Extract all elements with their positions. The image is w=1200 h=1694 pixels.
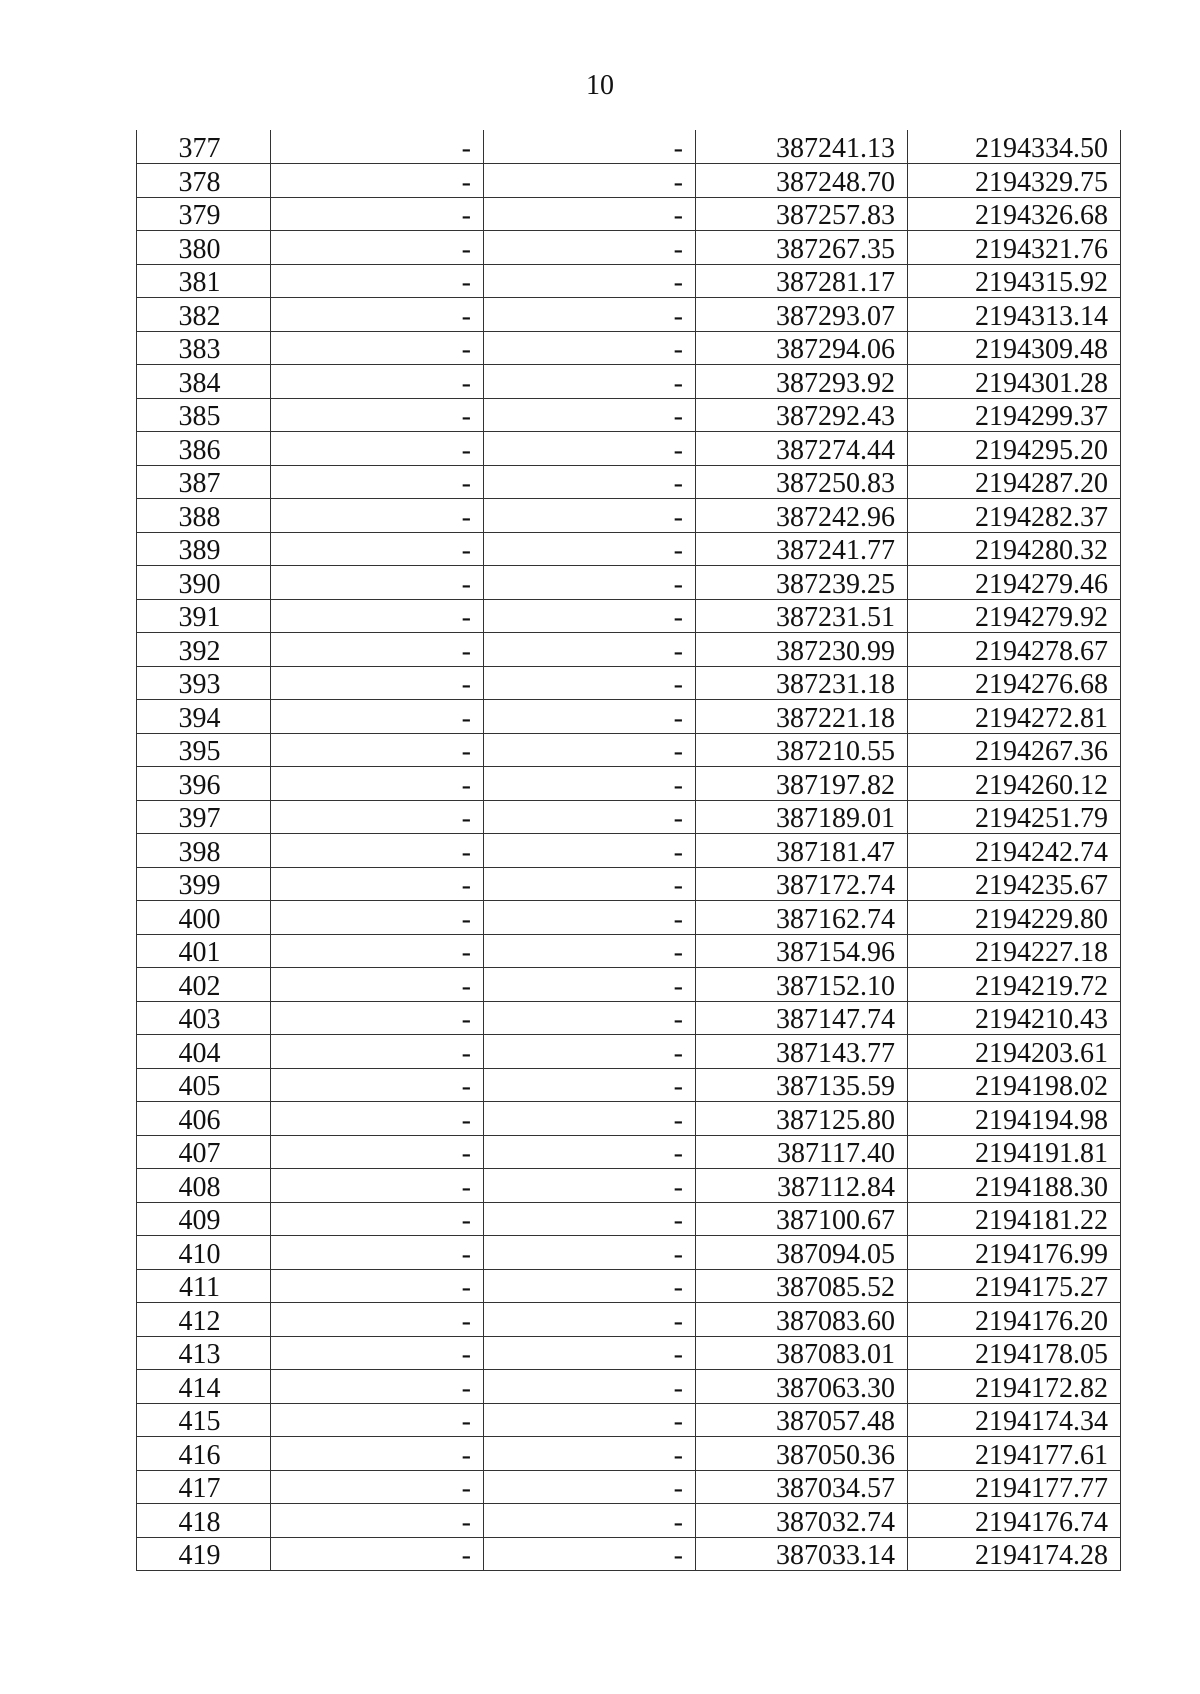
empty-value-cell: -	[484, 1370, 696, 1404]
table-row	[137, 1001, 1121, 1035]
x-coordinate-cell: 387257.83	[696, 197, 908, 231]
point-number-cell: 387	[137, 465, 271, 499]
empty-value-cell: -	[271, 499, 484, 533]
point-number-cell: 411	[137, 1269, 271, 1303]
empty-value-cell: -	[484, 1504, 696, 1538]
point-number-cell: 381	[137, 264, 271, 298]
table-row	[137, 800, 1121, 834]
empty-value-cell: -	[484, 1403, 696, 1437]
empty-value-cell: -	[271, 465, 484, 499]
y-coordinate-cell: 2194191.81	[908, 1135, 1121, 1169]
table-row	[137, 1068, 1121, 1102]
table-row	[137, 465, 1121, 499]
empty-value-cell: -	[271, 934, 484, 968]
x-coordinate-cell: 387250.83	[696, 465, 908, 499]
table-row	[137, 532, 1121, 566]
y-coordinate-cell: 2194176.74	[908, 1504, 1121, 1538]
table-row	[137, 901, 1121, 935]
table-row	[137, 298, 1121, 332]
x-coordinate-cell: 387083.60	[696, 1303, 908, 1337]
empty-value-cell: -	[271, 1001, 484, 1035]
x-coordinate-cell: 387197.82	[696, 767, 908, 801]
empty-value-cell: -	[271, 264, 484, 298]
table-row	[137, 164, 1121, 198]
point-number-cell: 415	[137, 1403, 271, 1437]
y-coordinate-cell: 2194280.32	[908, 532, 1121, 566]
x-coordinate-cell: 387083.01	[696, 1336, 908, 1370]
empty-value-cell: -	[271, 800, 484, 834]
empty-value-cell: -	[271, 1236, 484, 1270]
empty-value-cell: -	[484, 1470, 696, 1504]
x-coordinate-cell: 387181.47	[696, 834, 908, 868]
point-number-cell: 414	[137, 1370, 271, 1404]
x-coordinate-cell: 387162.74	[696, 901, 908, 935]
x-coordinate-cell: 387293.07	[696, 298, 908, 332]
y-coordinate-cell: 2194242.74	[908, 834, 1121, 868]
empty-value-cell: -	[484, 1236, 696, 1270]
table-row	[137, 733, 1121, 767]
empty-value-cell: -	[484, 1102, 696, 1136]
point-number-cell: 383	[137, 331, 271, 365]
empty-value-cell: -	[484, 901, 696, 935]
point-number-cell: 390	[137, 566, 271, 600]
x-coordinate-cell: 387050.36	[696, 1437, 908, 1471]
empty-value-cell: -	[484, 398, 696, 432]
point-number-cell: 388	[137, 499, 271, 533]
x-coordinate-cell: 387085.52	[696, 1269, 908, 1303]
y-coordinate-cell: 2194229.80	[908, 901, 1121, 935]
empty-value-cell: -	[484, 633, 696, 667]
table-row	[137, 599, 1121, 633]
empty-value-cell: -	[271, 197, 484, 231]
table-row	[137, 1303, 1121, 1337]
table-row	[137, 1470, 1121, 1504]
empty-value-cell: -	[484, 1068, 696, 1102]
x-coordinate-cell: 387100.67	[696, 1202, 908, 1236]
x-coordinate-cell: 387117.40	[696, 1135, 908, 1169]
empty-value-cell: -	[271, 331, 484, 365]
point-number-cell: 386	[137, 432, 271, 466]
y-coordinate-cell: 2194198.02	[908, 1068, 1121, 1102]
empty-value-cell: -	[271, 1470, 484, 1504]
x-coordinate-cell: 387221.18	[696, 700, 908, 734]
empty-value-cell: -	[484, 264, 696, 298]
point-number-cell: 403	[137, 1001, 271, 1035]
empty-value-cell: -	[271, 834, 484, 868]
point-number-cell: 412	[137, 1303, 271, 1337]
empty-value-cell: -	[484, 231, 696, 265]
empty-value-cell: -	[484, 733, 696, 767]
y-coordinate-cell: 2194287.20	[908, 465, 1121, 499]
point-number-cell: 396	[137, 767, 271, 801]
empty-value-cell: -	[271, 901, 484, 935]
empty-value-cell: -	[271, 130, 484, 164]
y-coordinate-cell: 2194276.68	[908, 666, 1121, 700]
y-coordinate-cell: 2194321.76	[908, 231, 1121, 265]
empty-value-cell: -	[484, 1169, 696, 1203]
empty-value-cell: -	[271, 733, 484, 767]
point-number-cell: 416	[137, 1437, 271, 1471]
y-coordinate-cell: 2194235.67	[908, 867, 1121, 901]
y-coordinate-cell: 2194219.72	[908, 968, 1121, 1002]
table-row	[137, 934, 1121, 968]
y-coordinate-cell: 2194260.12	[908, 767, 1121, 801]
x-coordinate-cell: 387034.57	[696, 1470, 908, 1504]
empty-value-cell: -	[484, 1202, 696, 1236]
y-coordinate-cell: 2194188.30	[908, 1169, 1121, 1203]
empty-value-cell: -	[484, 700, 696, 734]
point-number-cell: 384	[137, 365, 271, 399]
x-coordinate-cell: 387242.96	[696, 499, 908, 533]
y-coordinate-cell: 2194334.50	[908, 130, 1121, 164]
table-row	[137, 767, 1121, 801]
empty-value-cell: -	[484, 1135, 696, 1169]
point-number-cell: 377	[137, 130, 271, 164]
point-number-cell: 417	[137, 1470, 271, 1504]
y-coordinate-cell: 2194295.20	[908, 432, 1121, 466]
point-number-cell: 406	[137, 1102, 271, 1136]
y-coordinate-cell: 2194282.37	[908, 499, 1121, 533]
point-number-cell: 410	[137, 1236, 271, 1270]
empty-value-cell: -	[271, 298, 484, 332]
y-coordinate-cell: 2194315.92	[908, 264, 1121, 298]
y-coordinate-cell: 2194227.18	[908, 934, 1121, 968]
y-coordinate-cell: 2194176.99	[908, 1236, 1121, 1270]
y-coordinate-cell: 2194176.20	[908, 1303, 1121, 1337]
coordinates-table-body	[137, 130, 1121, 1571]
y-coordinate-cell: 2194329.75	[908, 164, 1121, 198]
empty-value-cell: -	[271, 633, 484, 667]
point-number-cell: 401	[137, 934, 271, 968]
point-number-cell: 409	[137, 1202, 271, 1236]
table-row	[137, 432, 1121, 466]
x-coordinate-cell: 387230.99	[696, 633, 908, 667]
y-coordinate-cell: 2194279.46	[908, 566, 1121, 600]
table-row	[137, 1537, 1121, 1571]
empty-value-cell: -	[271, 968, 484, 1002]
empty-value-cell: -	[484, 834, 696, 868]
empty-value-cell: -	[271, 1504, 484, 1538]
table-row	[137, 365, 1121, 399]
y-coordinate-cell: 2194181.22	[908, 1202, 1121, 1236]
y-coordinate-cell: 2194194.98	[908, 1102, 1121, 1136]
x-coordinate-cell: 387248.70	[696, 164, 908, 198]
empty-value-cell: -	[271, 1169, 484, 1203]
y-coordinate-cell: 2194326.68	[908, 197, 1121, 231]
point-number-cell: 405	[137, 1068, 271, 1102]
empty-value-cell: -	[484, 934, 696, 968]
table-row	[137, 633, 1121, 667]
empty-value-cell: -	[484, 432, 696, 466]
x-coordinate-cell: 387033.14	[696, 1537, 908, 1571]
empty-value-cell: -	[271, 1537, 484, 1571]
table-row	[137, 968, 1121, 1002]
table-row	[137, 1035, 1121, 1069]
empty-value-cell: -	[271, 1068, 484, 1102]
table-row	[137, 1269, 1121, 1303]
y-coordinate-cell: 2194299.37	[908, 398, 1121, 432]
x-coordinate-cell: 387063.30	[696, 1370, 908, 1404]
table-row	[137, 867, 1121, 901]
point-number-cell: 418	[137, 1504, 271, 1538]
empty-value-cell: -	[484, 968, 696, 1002]
empty-value-cell: -	[271, 1135, 484, 1169]
empty-value-cell: -	[271, 1035, 484, 1069]
table-row	[137, 834, 1121, 868]
x-coordinate-cell: 387231.18	[696, 666, 908, 700]
y-coordinate-cell: 2194278.67	[908, 633, 1121, 667]
x-coordinate-cell: 387292.43	[696, 398, 908, 432]
empty-value-cell: -	[484, 666, 696, 700]
x-coordinate-cell: 387189.01	[696, 800, 908, 834]
table-row	[137, 1236, 1121, 1270]
table-row	[137, 566, 1121, 600]
empty-value-cell: -	[271, 1336, 484, 1370]
coordinates-table	[136, 130, 1121, 1571]
empty-value-cell: -	[484, 298, 696, 332]
table-row	[137, 666, 1121, 700]
empty-value-cell: -	[484, 599, 696, 633]
y-coordinate-cell: 2194272.81	[908, 700, 1121, 734]
point-number-cell: 413	[137, 1336, 271, 1370]
table-row	[137, 130, 1121, 164]
point-number-cell: 400	[137, 901, 271, 935]
y-coordinate-cell: 2194177.77	[908, 1470, 1121, 1504]
y-coordinate-cell: 2194267.36	[908, 733, 1121, 767]
point-number-cell: 382	[137, 298, 271, 332]
empty-value-cell: -	[484, 1437, 696, 1471]
empty-value-cell: -	[484, 1269, 696, 1303]
table-row	[137, 1202, 1121, 1236]
x-coordinate-cell: 387241.77	[696, 532, 908, 566]
x-coordinate-cell: 387241.13	[696, 130, 908, 164]
table-row	[137, 700, 1121, 734]
x-coordinate-cell: 387057.48	[696, 1403, 908, 1437]
x-coordinate-cell: 387294.06	[696, 331, 908, 365]
point-number-cell: 404	[137, 1035, 271, 1069]
x-coordinate-cell: 387125.80	[696, 1102, 908, 1136]
empty-value-cell: -	[484, 800, 696, 834]
table-row	[137, 1135, 1121, 1169]
y-coordinate-cell: 2194309.48	[908, 331, 1121, 365]
empty-value-cell: -	[484, 331, 696, 365]
empty-value-cell: -	[484, 566, 696, 600]
x-coordinate-cell: 387172.74	[696, 867, 908, 901]
empty-value-cell: -	[484, 365, 696, 399]
y-coordinate-cell: 2194174.28	[908, 1537, 1121, 1571]
empty-value-cell: -	[271, 666, 484, 700]
point-number-cell: 391	[137, 599, 271, 633]
empty-value-cell: -	[271, 398, 484, 432]
point-number-cell: 392	[137, 633, 271, 667]
empty-value-cell: -	[271, 1269, 484, 1303]
empty-value-cell: -	[484, 130, 696, 164]
point-number-cell: 379	[137, 197, 271, 231]
x-coordinate-cell: 387210.55	[696, 733, 908, 767]
y-coordinate-cell: 2194313.14	[908, 298, 1121, 332]
page-number: 10	[586, 70, 614, 101]
point-number-cell: 393	[137, 666, 271, 700]
empty-value-cell: -	[484, 1001, 696, 1035]
y-coordinate-cell: 2194210.43	[908, 1001, 1121, 1035]
x-coordinate-cell: 387094.05	[696, 1236, 908, 1270]
y-coordinate-cell: 2194174.34	[908, 1403, 1121, 1437]
y-coordinate-cell: 2194177.61	[908, 1437, 1121, 1471]
y-coordinate-cell: 2194178.05	[908, 1336, 1121, 1370]
x-coordinate-cell: 387143.77	[696, 1035, 908, 1069]
empty-value-cell: -	[484, 164, 696, 198]
empty-value-cell: -	[271, 700, 484, 734]
x-coordinate-cell: 387147.74	[696, 1001, 908, 1035]
table-row	[137, 1437, 1121, 1471]
table-row	[137, 1169, 1121, 1203]
point-number-cell: 378	[137, 164, 271, 198]
x-coordinate-cell: 387152.10	[696, 968, 908, 1002]
empty-value-cell: -	[271, 1303, 484, 1337]
empty-value-cell: -	[484, 1336, 696, 1370]
table-row	[137, 231, 1121, 265]
empty-value-cell: -	[484, 767, 696, 801]
y-coordinate-cell: 2194279.92	[908, 599, 1121, 633]
x-coordinate-cell: 387032.74	[696, 1504, 908, 1538]
point-number-cell: 380	[137, 231, 271, 265]
point-number-cell: 419	[137, 1537, 271, 1571]
empty-value-cell: -	[271, 1403, 484, 1437]
x-coordinate-cell: 387239.25	[696, 566, 908, 600]
table-row	[137, 1336, 1121, 1370]
point-number-cell: 402	[137, 968, 271, 1002]
empty-value-cell: -	[271, 767, 484, 801]
x-coordinate-cell: 387274.44	[696, 432, 908, 466]
empty-value-cell: -	[271, 1370, 484, 1404]
table-row	[137, 1102, 1121, 1136]
empty-value-cell: -	[271, 231, 484, 265]
table-row	[137, 1370, 1121, 1404]
empty-value-cell: -	[271, 365, 484, 399]
empty-value-cell: -	[271, 1437, 484, 1471]
empty-value-cell: -	[484, 197, 696, 231]
table-row	[137, 499, 1121, 533]
table-row	[137, 1504, 1121, 1538]
empty-value-cell: -	[484, 1035, 696, 1069]
table-row	[137, 197, 1121, 231]
x-coordinate-cell: 387281.17	[696, 264, 908, 298]
point-number-cell: 398	[137, 834, 271, 868]
table-row	[137, 331, 1121, 365]
empty-value-cell: -	[271, 1102, 484, 1136]
empty-value-cell: -	[484, 1537, 696, 1571]
point-number-cell: 394	[137, 700, 271, 734]
y-coordinate-cell: 2194203.61	[908, 1035, 1121, 1069]
point-number-cell: 389	[137, 532, 271, 566]
table-row	[137, 264, 1121, 298]
empty-value-cell: -	[484, 867, 696, 901]
empty-value-cell: -	[271, 867, 484, 901]
y-coordinate-cell: 2194172.82	[908, 1370, 1121, 1404]
empty-value-cell: -	[484, 499, 696, 533]
point-number-cell: 395	[137, 733, 271, 767]
empty-value-cell: -	[271, 566, 484, 600]
x-coordinate-cell: 387135.59	[696, 1068, 908, 1102]
empty-value-cell: -	[484, 465, 696, 499]
empty-value-cell: -	[271, 1202, 484, 1236]
empty-value-cell: -	[271, 164, 484, 198]
x-coordinate-cell: 387293.92	[696, 365, 908, 399]
x-coordinate-cell: 387231.51	[696, 599, 908, 633]
x-coordinate-cell: 387112.84	[696, 1169, 908, 1203]
empty-value-cell: -	[271, 532, 484, 566]
table-row	[137, 1403, 1121, 1437]
point-number-cell: 399	[137, 867, 271, 901]
y-coordinate-cell: 2194251.79	[908, 800, 1121, 834]
table-row	[137, 398, 1121, 432]
point-number-cell: 397	[137, 800, 271, 834]
point-number-cell: 408	[137, 1169, 271, 1203]
empty-value-cell: -	[271, 599, 484, 633]
point-number-cell: 385	[137, 398, 271, 432]
y-coordinate-cell: 2194175.27	[908, 1269, 1121, 1303]
empty-value-cell: -	[484, 532, 696, 566]
x-coordinate-cell: 387267.35	[696, 231, 908, 265]
point-number-cell: 407	[137, 1135, 271, 1169]
empty-value-cell: -	[271, 432, 484, 466]
empty-value-cell: -	[484, 1303, 696, 1337]
y-coordinate-cell: 2194301.28	[908, 365, 1121, 399]
x-coordinate-cell: 387154.96	[696, 934, 908, 968]
